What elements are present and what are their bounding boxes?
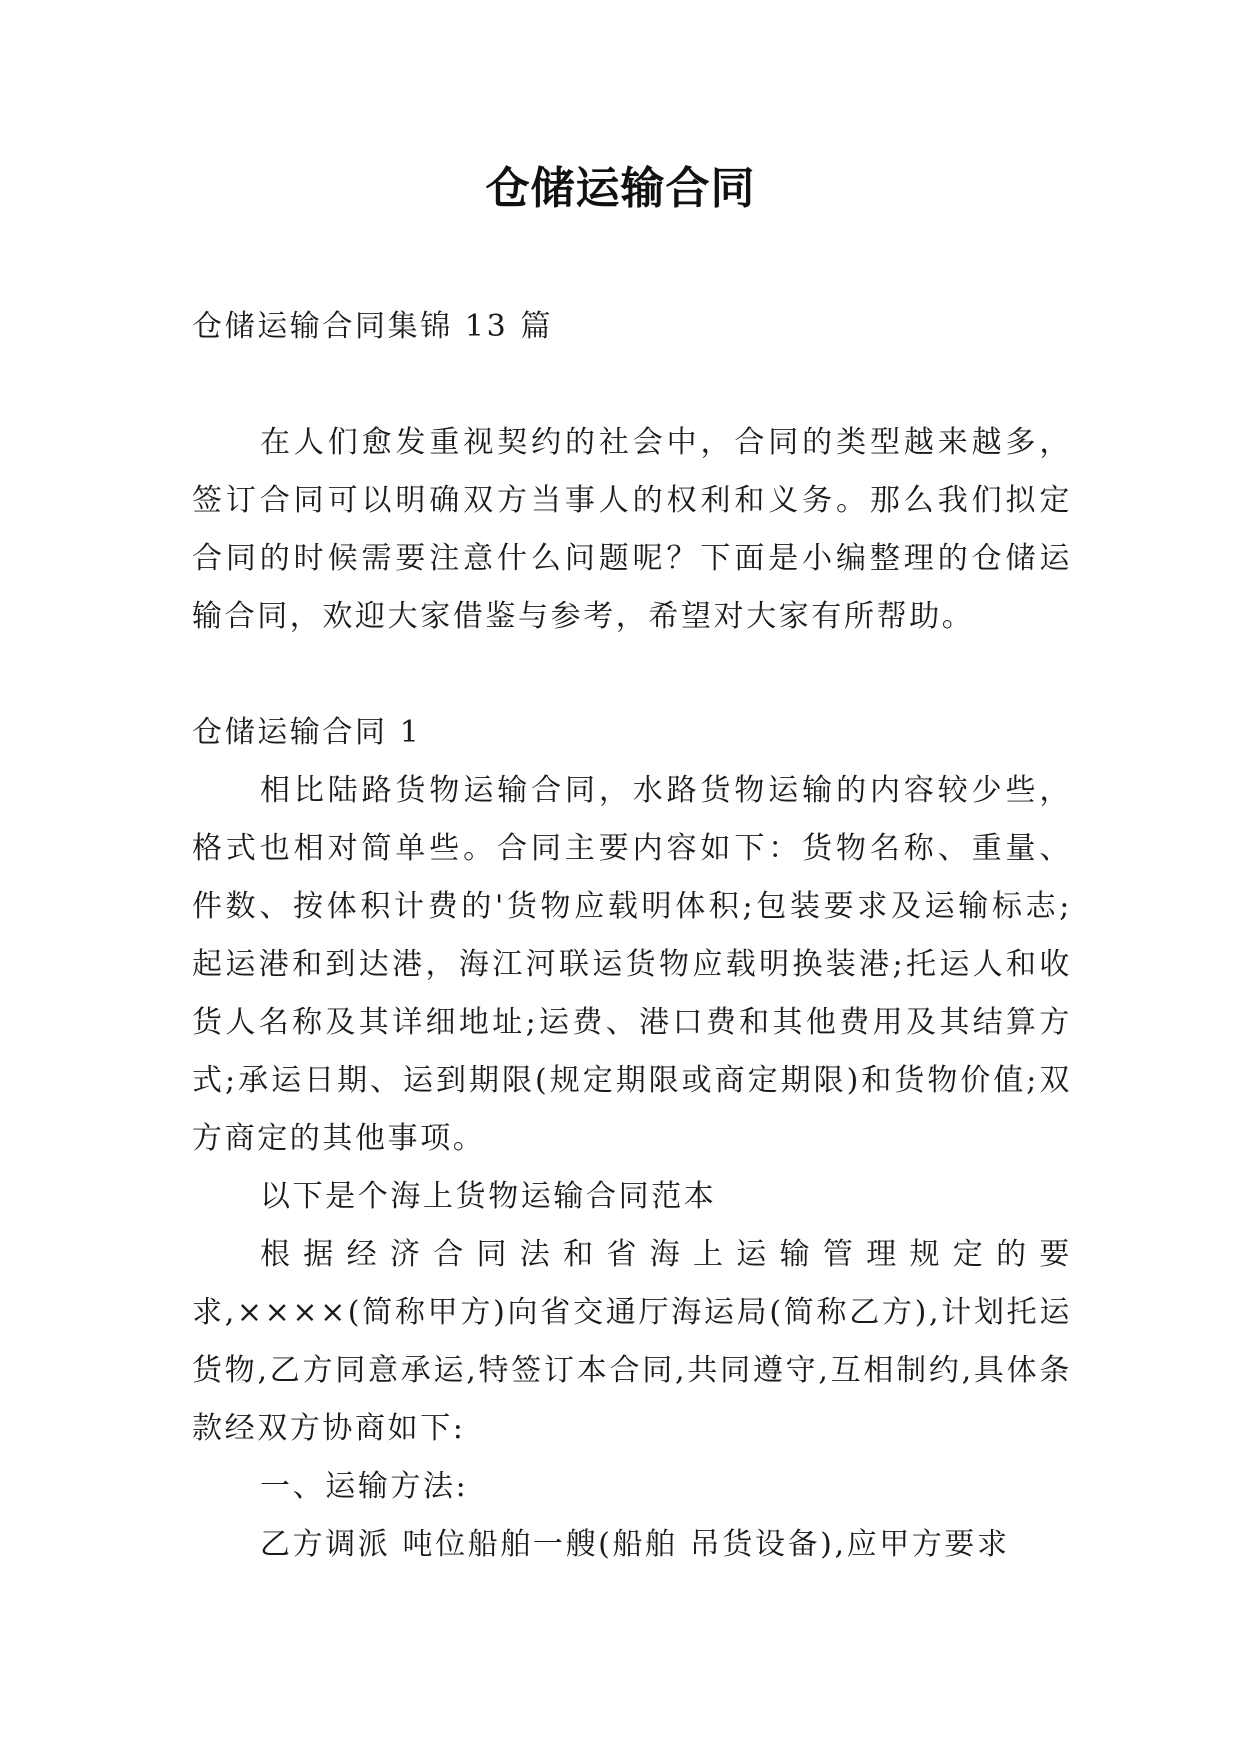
body-paragraph: 根据经济合同法和省海上运输管理规定的要求,××××(简称甲方)向省交通厅海运局(简称乙方),计划托运 货物,乙方同意承运,特签订本合同,共同遵守,互相制约,具体条款经双方协商如下: bbox=[192, 1237, 1072, 1446]
body-paragraph: 乙方调派 吨位船舶一艘(船舶 吊货设备),应甲方要求 bbox=[260, 1527, 1010, 1562]
clause-heading: 一、运输方法: bbox=[260, 1469, 469, 1504]
body-paragraph: 以下是个海上货物运输合同范本 bbox=[260, 1179, 717, 1214]
document-subtitle: 仓储运输合同集锦 13 篇 bbox=[192, 309, 554, 344]
document-body bbox=[192, 298, 1072, 1574]
intro-paragraph: 在人们愈发重视契约的社会中，合同的类型越来越多，签订合同可以明确双方当事人的权利和义务。那么我们拟定合同的时候需要注意什么问题呢？下面是小编整理的仓储运输合同，欢迎大家借鉴与参考，希望对大家有所帮助。 bbox=[192, 425, 1072, 634]
body-paragraph: 相比陆路货物运输合同，水路货物运输的内容较少些，格式也相对简单些。合同主要内容如下：货物名称、重量、件数、按体积计费的'货物应载明体积;包装要求及运输标志;起运港和到达港，海江河联运货物应载明换装港;托运人和收货人名称及其详细地址;运费、港口费和其他费用及其结算方式;承运日期、运到期限(规定期限或商定期限)和货物价值;双方商定的其他事项。 bbox=[192, 773, 1072, 1156]
section-heading: 仓储运输合同 1 bbox=[192, 715, 422, 750]
document-title: 仓储运输合同 bbox=[485, 163, 756, 214]
